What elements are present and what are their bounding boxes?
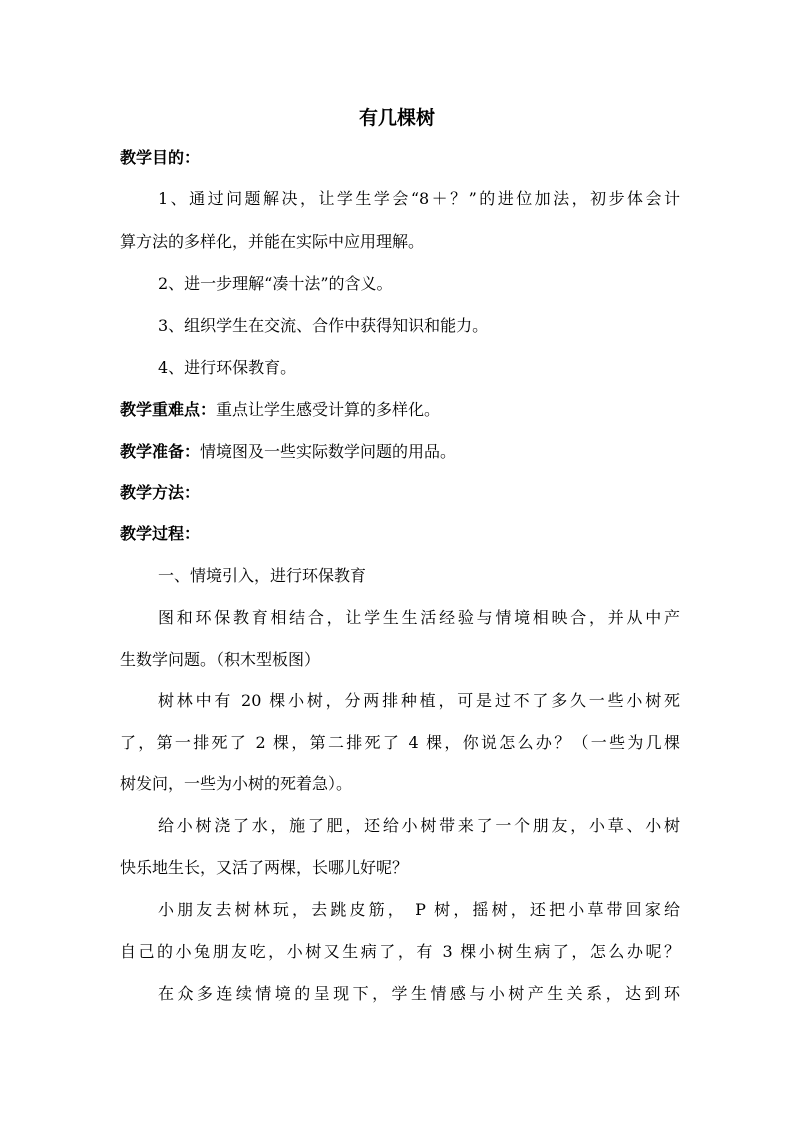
process-line-7: 给小树浇了水，施了肥，还给小树带来了一个朋友，小草、小树 [158,816,680,835]
process-line-8: 快乐地生长，又活了两棵，长哪儿好呢？ [120,858,409,877]
process-line-11: 在众多连续情境的呈现下，学生情感与小树产生关系，达到环 [158,984,680,1003]
process-line-10: 自己的小兔朋友吃，小树又生病了，有 3 棵小树生病了，怎么办呢？ [120,942,680,961]
objective-line-1: 1、通过问题解决，让学生学会“8＋？”的进位加法，初步体会计 [158,189,680,208]
objective-line-4: 3、组织学生在交流、合作中获得知识和能力。 [158,316,489,335]
preparation-line [120,440,680,464]
key-points-text: 重点让学生感受计算的多样化。 [216,400,441,419]
process-line-5: 了，第一排死了 2 棵，第二排死了 4 棵，你说怎么办？（一些为几棵 [120,733,680,752]
objective-line-3: 2、进一步理解“凑十法”的含义。 [158,274,393,293]
process-line-2: 图和环保教育相结合，让学生生活经验与情境相映合，并从中产 [158,608,680,627]
process-line-1: 一、情境引入，进行环保教育 [158,566,367,585]
document-title: 有几棵树 [358,107,435,129]
key-points-label: 教学重难点： [120,400,217,419]
process-heading: 教学过程： [120,524,201,543]
objectives-heading: 教学目的： [120,148,201,167]
process-line-9: 小朋友去树林玩，去跳皮筋， P 树，摇树，还把小草带回家给 [158,900,680,919]
objective-line-2: 算方法的多样化，并能在实际中应用理解。 [120,232,425,251]
methods-heading: 教学方法： [120,483,201,502]
process-line-6: 树发问，一些为小树的死着急）。 [120,774,353,793]
objective-line-5: 4、进行环保教育。 [158,358,297,377]
process-line-3: 生数学问题。（积木型板图） [120,650,321,669]
process-line-4: 树林中有 20 棵小树，分两排种植，可是过不了多久一些小树死 [158,691,680,710]
preparation-text: 情境图及一些实际数学问题的用品。 [200,442,457,461]
key-points-line [120,398,680,422]
preparation-label: 教学准备： [120,442,201,461]
